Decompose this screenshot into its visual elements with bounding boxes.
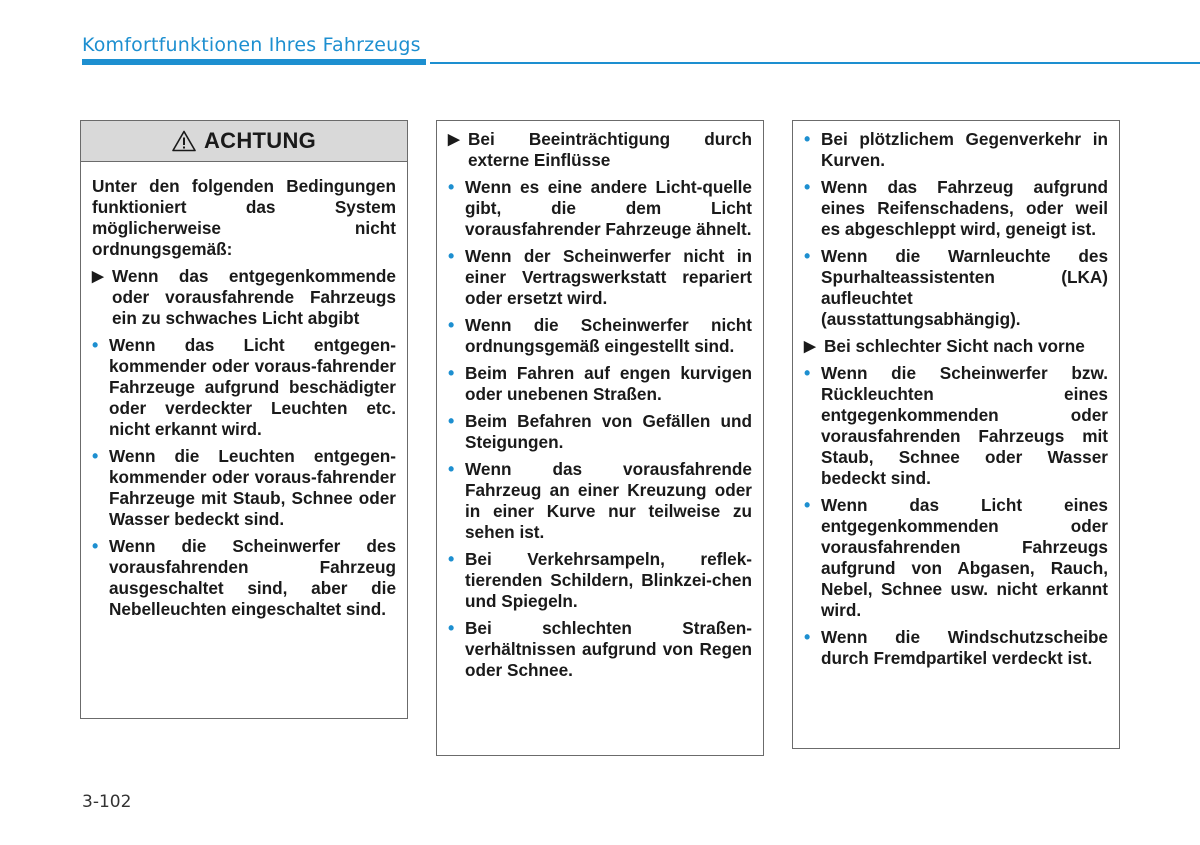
warning-triangle-icon: [172, 130, 196, 152]
list-item: [448, 363, 752, 405]
bullet-icon: •: [448, 315, 455, 335]
warning-header: [81, 121, 407, 162]
list-item: [92, 536, 396, 620]
list-item-text: Wenn das Fahrzeug aufgrund eines Reifenschadens, oder weil es abgeschleppt wird, geneigt ist.: [821, 177, 1108, 239]
bullet-icon: •: [448, 549, 455, 569]
list-item-text: Wenn das entgegenkommende oder vorausfahrende Fahrzeugs ein zu schwaches Licht abgibt: [112, 266, 396, 328]
warning-content: [793, 121, 1119, 669]
warning-box-continued: [792, 120, 1120, 749]
bullet-icon: •: [92, 446, 99, 466]
section-title: Komfortfunktionen Ihres Fahrzeugs: [82, 34, 421, 56]
list-item-text: Beim Befahren von Gefällen und Steigungen.: [465, 411, 752, 452]
bullet-icon: •: [92, 335, 99, 355]
list-item-text: Wenn die Scheinwerfer bzw. Rückleuchten eines entgegenkommenden oder vorausfahrenden Fahrzeugs mit Staub, Schnee oder Wasser bedeckt sind.: [821, 363, 1108, 488]
list-item: [92, 446, 396, 530]
header-rule: [430, 62, 1200, 64]
list-item: [92, 266, 396, 329]
list-item: [448, 549, 752, 612]
list-item-text: Wenn die Leuchten entgegen-kommender oder voraus-fahrender Fahrzeuge mit Staub, Schnee oder Wasser bedeckt sind.: [109, 446, 396, 529]
bullet-icon: •: [448, 246, 455, 266]
bullet-icon: •: [92, 536, 99, 556]
header-rule-accent: [82, 59, 426, 65]
warning-content: [81, 162, 407, 620]
list-item: [92, 335, 396, 440]
list-item: [448, 411, 752, 453]
bullet-icon: •: [804, 495, 811, 515]
bullet-icon: •: [804, 246, 811, 266]
triangle-marker-icon: ▶: [448, 131, 460, 148]
list-item-text: Bei plötzlichem Gegenverkehr in Kurven.: [821, 129, 1108, 170]
list-item-text: Wenn die Windschutzscheibe durch Fremdpartikel verdeckt ist.: [821, 627, 1108, 668]
bullet-icon: •: [804, 627, 811, 647]
bullet-icon: •: [804, 129, 811, 149]
list-item: [804, 177, 1108, 240]
list-item: [804, 627, 1108, 669]
list-item: [448, 315, 752, 357]
triangle-marker-icon: ▶: [92, 268, 104, 285]
list-item-text: Wenn die Warnleuchte des Spurhalteassistenten (LKA) aufleuchtet (ausstattungsabhängig).: [821, 246, 1108, 329]
list-item: [804, 246, 1108, 330]
list-item-text: Wenn die Scheinwerfer nicht ordnungsgemäß eingestellt sind.: [465, 315, 752, 356]
list-item: [804, 495, 1108, 621]
list-item: [804, 363, 1108, 489]
list-item: [448, 459, 752, 543]
list-item-text: Wenn das vorausfahrende Fahrzeug an einer Kreuzung oder in einer Kurve nur teilweise zu sehen ist.: [465, 459, 752, 542]
list-item: [448, 129, 752, 171]
list-item-text: Wenn die Scheinwerfer des vorausfahrenden Fahrzeug ausgeschaltet sind, aber die Nebelleuchten eingeschaltet sind.: [109, 536, 396, 619]
warning-box-continued: [436, 120, 764, 756]
warning-title: ACHTUNG: [203, 128, 317, 153]
warning-intro: Unter den folgenden Bedingungen funktioniert das System möglicherweise nicht ordnungsgemäß:: [92, 176, 396, 259]
list-item-text: Bei schlechter Sicht nach vorne: [824, 336, 1085, 356]
list-item: [804, 336, 1108, 357]
bullet-icon: •: [804, 363, 811, 383]
list-item: [448, 177, 752, 240]
list-item-text: Wenn der Scheinwerfer nicht in einer Vertragswerkstatt repariert oder ersetzt wird.: [465, 246, 752, 308]
bullet-icon: •: [448, 411, 455, 431]
bullet-icon: •: [448, 177, 455, 197]
list-item-text: Wenn es eine andere Licht-quelle gibt, die dem Licht vorausfahrender Fahrzeuge ähnelt.: [465, 177, 752, 239]
list-item: [804, 129, 1108, 171]
bullet-icon: •: [804, 177, 811, 197]
list-item-text: Wenn das Licht eines entgegenkommenden oder vorausfahrenden Fahrzeugs aufgrund von Abgasen, Rauch, Nebel, Schnee usw. nicht erkannt wird.: [821, 495, 1108, 620]
triangle-marker-icon: ▶: [804, 338, 816, 355]
warning-content: [437, 121, 763, 681]
page-number: 3-102: [82, 792, 132, 812]
bullet-icon: •: [448, 363, 455, 383]
list-item-text: Wenn das Licht entgegen-kommender oder voraus-fahrender Fahrzeuge aufgrund beschädigter oder verdeckter Leuchten etc. nicht erkannt wird.: [109, 335, 396, 439]
warning-box: [80, 120, 408, 719]
list-item-text: Bei Beeinträchtigung durch externe Einflüsse: [468, 129, 752, 170]
list-item: [448, 246, 752, 309]
list-item-text: Bei schlechten Straßen-verhältnissen aufgrund von Regen oder Schnee.: [465, 618, 752, 680]
list-item: [448, 618, 752, 681]
list-item-text: Beim Fahren auf engen kurvigen oder unebenen Straßen.: [465, 363, 752, 404]
bullet-icon: •: [448, 618, 455, 638]
bullet-icon: •: [448, 459, 455, 479]
list-item-text: Bei Verkehrsampeln, reflek-tierenden Schildern, Blinkzei-chen und Spiegeln.: [465, 549, 752, 611]
